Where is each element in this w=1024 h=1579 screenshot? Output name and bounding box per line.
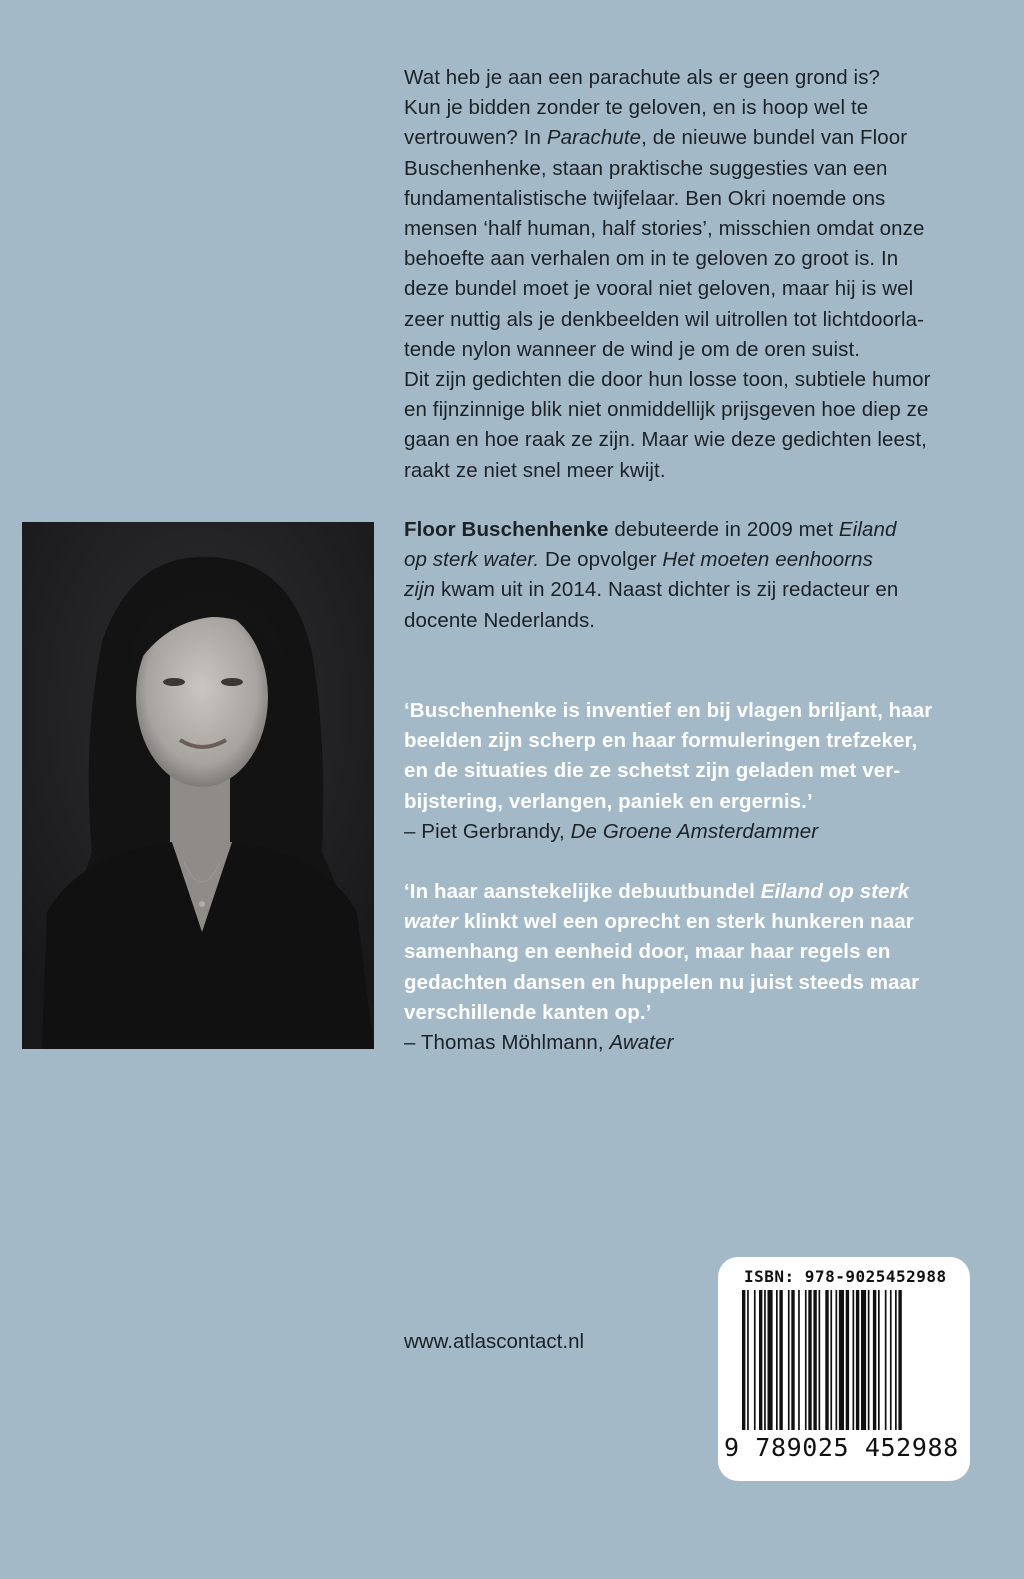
barcode-bar	[788, 1290, 790, 1430]
reviewer-name: – Thomas Möhlmann,	[404, 1031, 610, 1055]
barcode-bar	[776, 1290, 778, 1430]
barcode-bar	[791, 1290, 794, 1430]
publisher-url[interactable]: www.atlascontact.nl	[404, 1330, 585, 1353]
book-title: Parachute	[546, 126, 642, 150]
barcode-bar	[890, 1290, 892, 1430]
barcode-bar	[747, 1290, 749, 1430]
barcode-bar	[846, 1290, 849, 1430]
book-title: zijn	[404, 578, 436, 602]
barcode-bar	[868, 1290, 870, 1430]
publication-name: Awater	[609, 1031, 674, 1055]
review-quote-2	[404, 877, 994, 1058]
barcode-bar	[742, 1290, 745, 1430]
blurb-line	[404, 123, 994, 153]
bio-text: De opvolger	[539, 548, 663, 572]
quote-line: bijstering, verlangen, paniek en ergernis.’	[404, 789, 813, 813]
barcode-bar	[895, 1290, 897, 1430]
quote-text: ‘In haar aanstekelijke debuutbundel	[404, 880, 761, 903]
quote-attribution	[404, 817, 994, 847]
quote-text: klinkt wel een oprecht en sterk hunkeren naar	[458, 910, 914, 934]
bio-line	[404, 515, 994, 545]
review-quote-1	[404, 696, 994, 847]
barcode-bars	[742, 1290, 947, 1430]
blurb	[404, 63, 994, 486]
blurb-line: mensen ‘half human, half stories’, misschien omdat onze	[404, 217, 925, 241]
quote-line	[404, 907, 994, 937]
quote-line: beelden zijn scherp en haar formuleringen trefzeker,	[404, 729, 918, 753]
reviewer-name: – Piet Gerbrandy,	[404, 819, 571, 843]
publication-name: De Groene Amsterdammer	[570, 819, 819, 843]
quote-line: ‘Buschenhenke is inventief en bij vlagen briljant, haar	[404, 699, 933, 722]
barcode-bar	[805, 1290, 807, 1430]
barcode-bar	[754, 1290, 756, 1430]
barcode-bar	[898, 1290, 901, 1430]
isbn-label: ISBN: 978-9025452988	[744, 1267, 947, 1286]
bio-line: docente Nederlands.	[404, 608, 596, 632]
blurb-line: Dit zijn gedichten die door hun losse toon, subtiele humor	[404, 368, 931, 392]
book-title: Het moeten eenhoorns	[662, 548, 873, 572]
barcode-bar	[856, 1290, 859, 1430]
bio-text: debuteerde in 2009 met	[608, 518, 839, 541]
blurb-line: tende nylon wanneer de wind je om de oren suist.	[404, 337, 861, 361]
barcode-bar	[808, 1290, 811, 1430]
blurb-text: , de nieuwe bundel van Floor	[641, 126, 908, 150]
isbn-barcode	[718, 1257, 970, 1481]
blurb-text: vertrouwen? In	[404, 126, 547, 150]
book-title: op sterk water.	[404, 548, 540, 572]
blurb-line: gaan en hoe raak ze zijn. Maar wie deze gedichten leest,	[404, 428, 927, 452]
blurb-line: Kun je bidden zonder te geloven, en is hoop wel te	[404, 96, 869, 120]
author-name: Floor Buschenhenke	[404, 518, 609, 541]
author-photo	[22, 522, 374, 1049]
quote-line: verschillende kanten op.’	[404, 1000, 652, 1024]
barcode-bar	[759, 1290, 762, 1430]
barcode-bar	[768, 1290, 773, 1430]
barcode-bar	[873, 1290, 876, 1430]
barcode-bar	[853, 1290, 855, 1430]
blurb-line: Wat heb je aan een parachute als er geen grond is?	[404, 66, 881, 89]
quote-line: gedachten dansen en huppelen nu juist steeds maar	[404, 970, 920, 994]
barcode-bar	[813, 1290, 816, 1430]
barcode-bar	[861, 1290, 866, 1430]
isbn-digits: 9 789025 452988	[724, 1433, 959, 1462]
blurb-line: behoefte aan verhalen om in te geloven zo groot is. In	[404, 247, 899, 271]
bio-text: kwam uit in 2014. Naast dichter is zij redacteur en	[435, 578, 899, 602]
blurb-line: raakt ze niet snel meer kwijt.	[404, 458, 666, 482]
blurb-line: Buschenhenke, staan praktische suggesties van een	[404, 156, 888, 180]
quote-line: en de situaties die ze schetst zijn geladen met ver-	[404, 759, 901, 783]
barcode-bar	[885, 1290, 887, 1430]
barcode-bar	[798, 1290, 800, 1430]
blurb-line: en fijnzinnige blik niet onmiddellijk prijsgeven hoe diep ze	[404, 398, 929, 422]
barcode-bar	[830, 1290, 832, 1430]
barcode-bar	[836, 1290, 838, 1430]
barcode-bar	[878, 1290, 880, 1430]
bio-line	[404, 545, 994, 575]
quote-attribution	[404, 1028, 994, 1058]
book-title: water	[404, 910, 459, 934]
barcode-bar	[764, 1290, 766, 1430]
barcode-bar	[819, 1290, 821, 1430]
book-title: Eiland	[838, 518, 897, 541]
book-title: Eiland op sterk	[760, 880, 910, 903]
quote-line	[404, 877, 994, 907]
barcode-bar	[779, 1290, 782, 1430]
bio-line	[404, 575, 994, 605]
quote-line: samenhang en eenheid door, maar haar regels en	[404, 940, 891, 964]
blurb-line: deze bundel moet je vooral niet geloven, maar hij is wel	[404, 277, 914, 301]
author-bio	[404, 515, 994, 636]
barcode-bar	[825, 1290, 828, 1430]
blurb-line: zeer nuttig als je denkbeelden wil uitrollen tot lichtdoorla-	[404, 307, 925, 331]
blurb-line: fundamentalistische twijfelaar. Ben Okri noemde ons	[404, 186, 886, 210]
barcode-bar	[839, 1290, 844, 1430]
